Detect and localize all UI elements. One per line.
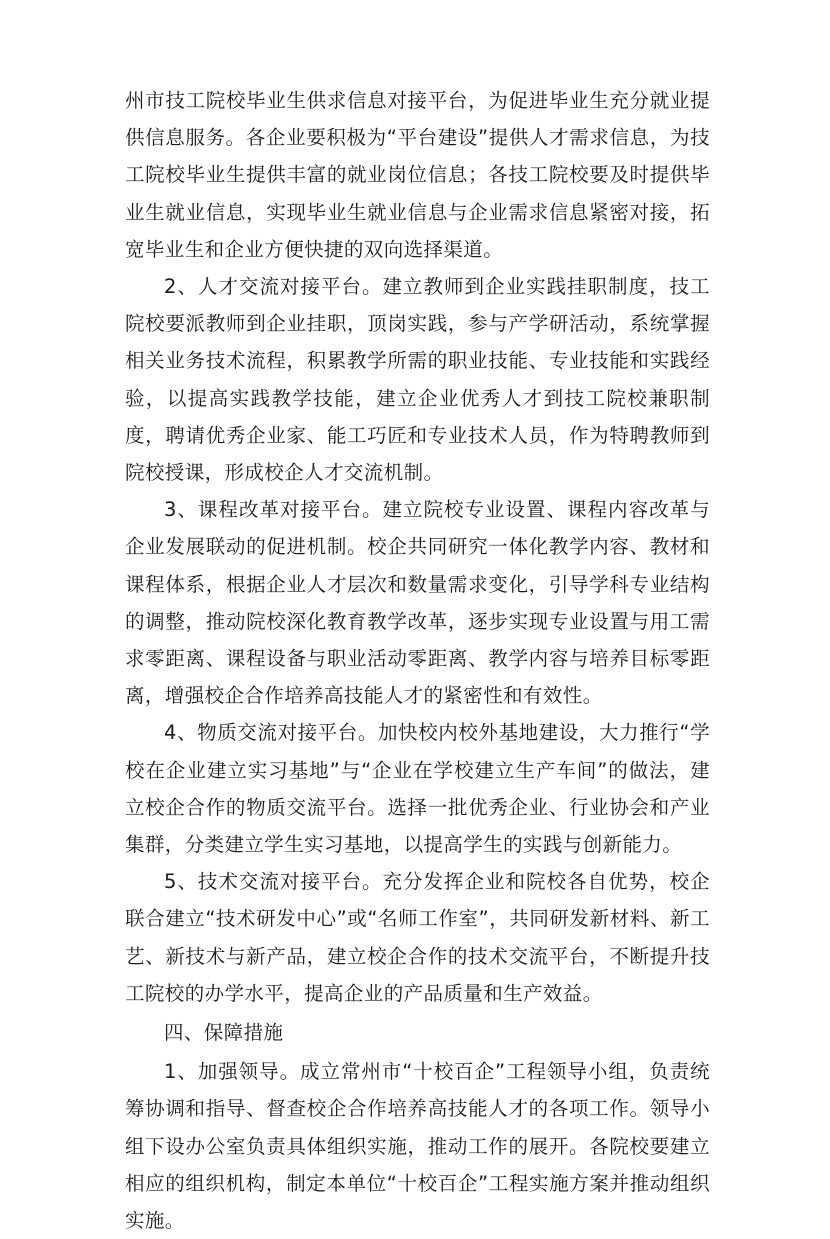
section-heading: 四、保障措施 [164,1021,284,1045]
paragraph-continuation: 州市技工院校毕业生供求信息对接平台，为促进毕业生充分就业提供信息服务。各企业要积极为“平台建设”提供人才需求信息，为技工院校毕业生提供丰富的就业岗位信息；各技工院校要及时提供毕业生就业信息，实现毕业生就业信息与企业需求信息紧密对接，拓宽毕业生和企业方便快捷的双向选择渠道。 [125,89,710,261]
paragraph-leadership: 1、加强领导。成立常州市“十校百企”工程领导小组，负责统筹协调和指导、督查校企合作培养高技能人才的各项工作。领导小组下设办公室负责具体组织实施，推动工作的展开。各院校要建立相应的组织机构，制定本单位“十校百企”工程实施方案并推动组织实施。 [125,1060,710,1233]
paragraph-technology-exchange: 5、技术交流对接平台。充分发挥企业和院校各自优势，校企联合建立“技术研发中心”或“名师工作室”，共同研发新材料、新工艺、新技术与新产品，建立校企合作的技术交流平台，不断提升技工院校的办学水平，提高企业的产品质量和生产效益。 [125,870,710,1005]
paragraph-talent-exchange: 2、人才交流对接平台。建立教师到企业实践挂职制度，技工院校要派教师到企业挂职，顶岗实践，参与产学研活动，系统掌握相关业务技术流程，积累教学所需的职业技能、专业技能和实践经验，以提高实践教学技能，建立企业优秀人才到技工院校兼职制度，聘请优秀企业家、能工巧匠和专业技术人员，作为特聘教师到院校授课，形成校企人才交流机制。 [125,275,710,485]
paragraph-material-exchange: 4、物质交流对接平台。加快校内校外基地建设，大力推行“学校在企业建立实习基地”与“企业在学校建立生产车间”的做法，建立校企合作的物质交流平台。选择一批优秀企业、行业协会和产业集群，分类建立学生实习基地，以提高学生的实践与创新能力。 [125,721,710,857]
paragraph-curriculum-reform: 3、课程改革对接平台。建立院校专业设置、课程内容改革与企业发展联动的促进机制。校企共同研究一体化教学内容、教材和课程体系，根据企业人才层次和数量需求变化，引导学科专业结构的调整，推动院校深化教育教学改革，逐步实现专业设置与用工需求零距离、课程设备与职业活动零距离、教学内容与培养目标零距离，增强校企合作培养高技能人才的紧密性和有效性。 [125,498,710,708]
document-body [125,82,710,1239]
